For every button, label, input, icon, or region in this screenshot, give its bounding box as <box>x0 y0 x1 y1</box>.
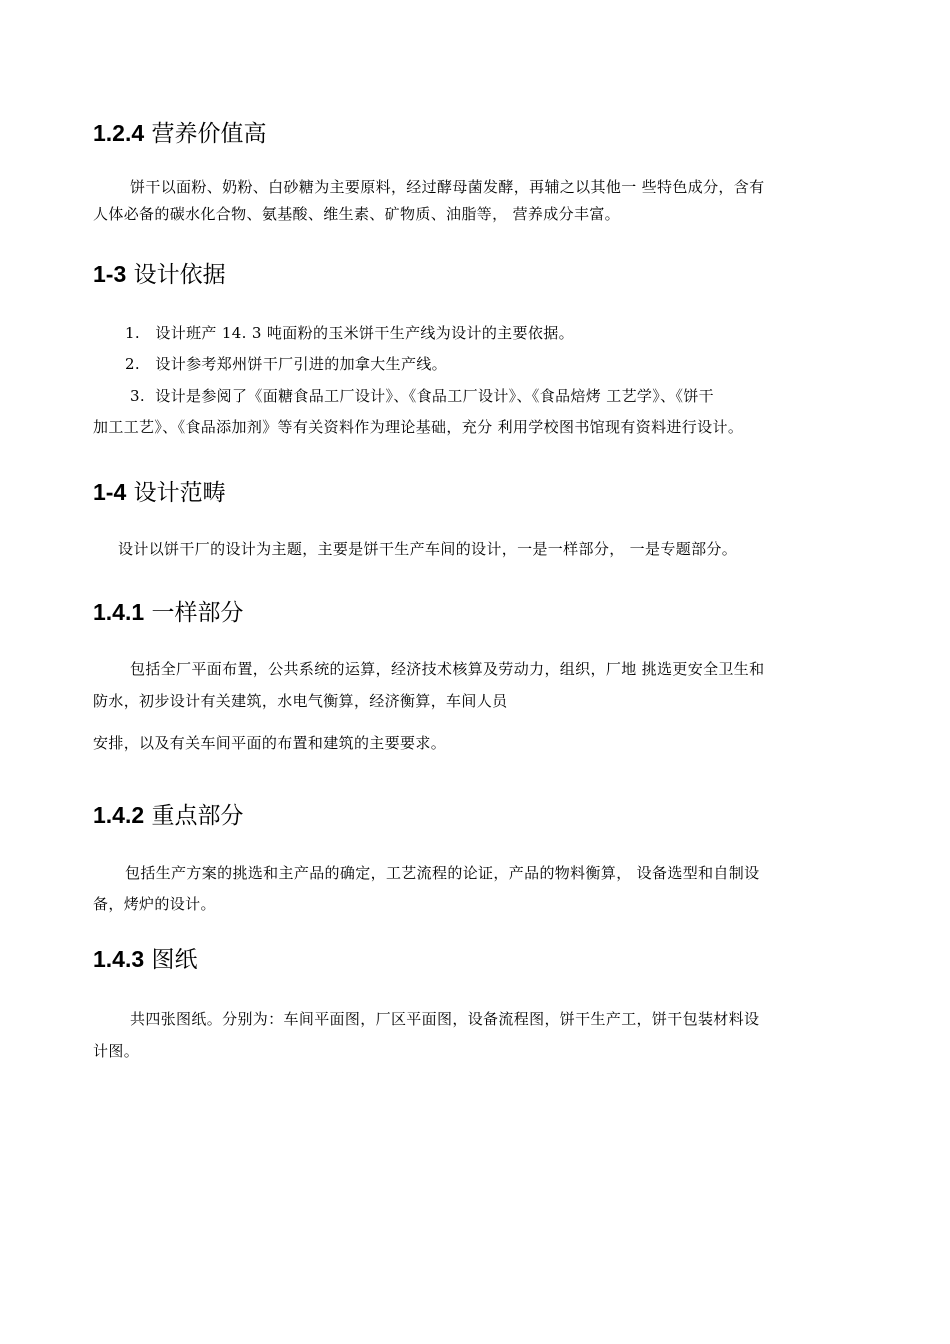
paragraph-line: 防水，初步设计有关建筑，水电气衡算，经济衡算，车间人员 <box>93 692 508 710</box>
section-heading-1-4-2: 1.4.2 重点部分 <box>93 802 244 829</box>
paragraph-line: 备，烤炉的设计。 <box>93 895 216 913</box>
list-item: 2. 设计参考郑州饼干厂引进的加拿大生产线。 <box>125 355 448 373</box>
paragraph-line: 饼干以面粉、奶粉、白砂糖为主要原料，经过酵母菌发酵，再辅之以其他一 些特色成分，含有 <box>130 178 765 196</box>
section-heading-1-3: 1-3 设计依据 <box>93 261 226 288</box>
list-marker: 2. <box>125 355 141 373</box>
section-heading-1-2-4: 1.2.4 营养价值高 <box>93 120 267 147</box>
section-heading-1-4-3: 1.4.3 图纸 <box>93 946 198 973</box>
paragraph-line: 包括全厂平面布置，公共系统的运算，经济技术核算及劳动力，组织，厂地 挑选更安全卫生和 <box>130 660 765 678</box>
list-item: 3. 设计是参阅了《面糖食品工厂设计》、《食品工厂设计》、《食品焙烤 工艺学》、《饼干 <box>130 387 715 405</box>
paragraph-line: 人体必备的碳水化合物、氨基酸、维生素、矿物质、油脂等， 营养成分丰富。 <box>93 205 621 223</box>
paragraph-line: 设计以饼干厂的设计为主题，主要是饼干生产车间的设计，一是一样部分， 一是专题部分。 <box>118 540 738 558</box>
section-heading-1-4-1: 1.4.1 一样部分 <box>93 599 244 626</box>
list-marker: 1. <box>125 324 141 342</box>
paragraph-line: 共四张图纸。分别为：车间平面图，厂区平面图，设备流程图，饼干生产工，饼干包装材料设 <box>130 1010 760 1028</box>
paragraph-line: 加工工艺》、《食品添加剂》等有关资料作为理论基础，充分 利用学校图书馆现有资料进行设计。 <box>93 418 744 436</box>
paragraph-line: 包括生产方案的挑选和主产品的确定，工艺流程的论证，产品的物料衡算， 设备选型和自制设 <box>125 864 760 882</box>
list-marker: 3. <box>130 387 146 405</box>
list-item: 1. 设计班产 14. 3 吨面粉的玉米饼干生产线为设计的主要依据。 <box>125 324 574 342</box>
section-heading-1-4: 1-4 设计范畴 <box>93 479 226 506</box>
paragraph-line: 安排，以及有关车间平面的布置和建筑的主要要求。 <box>93 734 447 752</box>
paragraph-line: 计图。 <box>93 1042 140 1060</box>
